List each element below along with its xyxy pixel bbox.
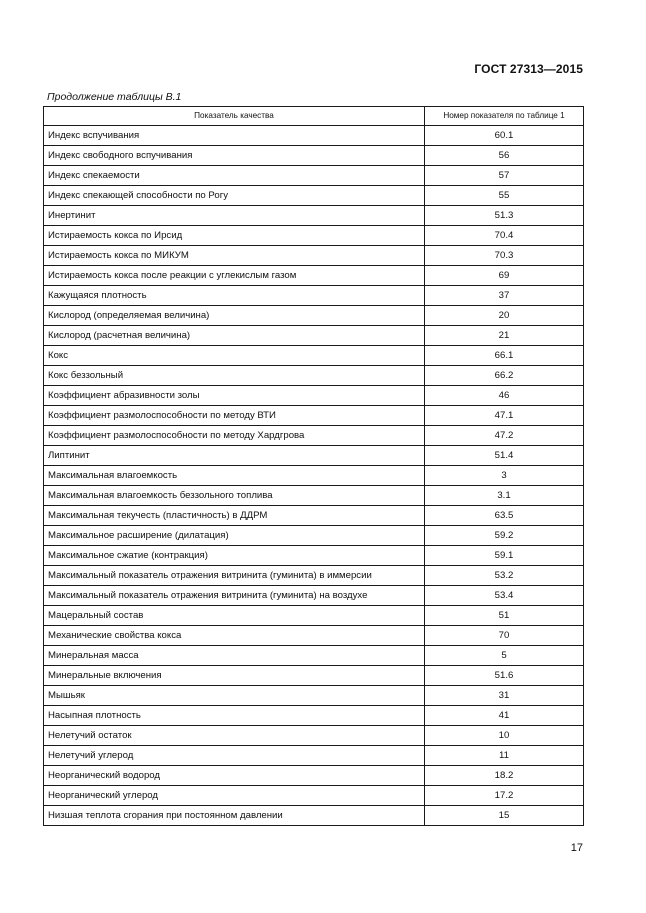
table-row [44, 506, 584, 526]
indicator-name-cell: Максимальный показатель отражения витринита (гуминита) в иммерсии [44, 566, 425, 586]
indicator-name-cell: Истираемость кокса по МИКУМ [44, 246, 425, 266]
indicator-number-cell: 11 [425, 746, 584, 766]
table-row [44, 526, 584, 546]
indicator-number-cell: 51.6 [425, 666, 584, 686]
indicator-name-cell: Мацеральный состав [44, 606, 425, 626]
indicator-name-cell: Низшая теплота сгорания при постоянном давлении [44, 806, 425, 826]
indicator-name-cell: Минеральные включения [44, 666, 425, 686]
indicator-name-cell: Максимальная текучесть (пластичность) в ДДРМ [44, 506, 425, 526]
indicator-number-cell: 17.2 [425, 786, 584, 806]
indicator-number-cell: 70.4 [425, 226, 584, 246]
table-row [44, 366, 584, 386]
column-header-indicator: Показатель качества [44, 107, 425, 126]
table-row [44, 346, 584, 366]
indicator-name-cell: Липтинит [44, 446, 425, 466]
indicator-number-cell: 5 [425, 646, 584, 666]
indicator-number-cell: 69 [425, 266, 584, 286]
table-row [44, 646, 584, 666]
indicator-number-cell: 21 [425, 326, 584, 346]
indicator-number-cell: 56 [425, 146, 584, 166]
indicator-number-cell: 15 [425, 806, 584, 826]
indicator-number-cell: 18.2 [425, 766, 584, 786]
table-row [44, 206, 584, 226]
indicator-number-cell: 53.2 [425, 566, 584, 586]
table-header-row [44, 107, 584, 126]
table-row [44, 166, 584, 186]
indicator-name-cell: Максимальное сжатие (контракция) [44, 546, 425, 566]
indicator-number-cell: 46 [425, 386, 584, 406]
indicator-name-cell: Максимальный показатель отражения витринита (гуминита) на воздухе [44, 586, 425, 606]
table-row [44, 586, 584, 606]
indicators-table [43, 106, 584, 826]
table-row [44, 786, 584, 806]
indicator-number-cell: 59.2 [425, 526, 584, 546]
document-standard-header: ГОСТ 27313—2015 [474, 62, 583, 76]
indicator-number-cell: 59.1 [425, 546, 584, 566]
table-row [44, 806, 584, 826]
indicator-name-cell: Истираемость кокса по Ирсид [44, 226, 425, 246]
indicator-name-cell: Коэффициент размолоспособности по методу ВТИ [44, 406, 425, 426]
indicator-name-cell: Инертинит [44, 206, 425, 226]
indicator-number-cell: 47.2 [425, 426, 584, 446]
indicator-name-cell: Нелетучий остаток [44, 726, 425, 746]
table-row [44, 706, 584, 726]
indicator-name-cell: Индекс спекающей способности по Рогу [44, 186, 425, 206]
indicator-name-cell: Кокс [44, 346, 425, 366]
indicator-name-cell: Индекс спекаемости [44, 166, 425, 186]
indicator-name-cell: Насыпная плотность [44, 706, 425, 726]
table-row [44, 246, 584, 266]
indicator-number-cell: 53.4 [425, 586, 584, 606]
indicator-number-cell: 37 [425, 286, 584, 306]
indicator-number-cell: 47.1 [425, 406, 584, 426]
table-row [44, 746, 584, 766]
indicator-number-cell: 63.5 [425, 506, 584, 526]
table-row [44, 626, 584, 646]
table-row [44, 286, 584, 306]
indicator-number-cell: 60.1 [425, 126, 584, 146]
indicator-name-cell: Нелетучий углерод [44, 746, 425, 766]
table-row [44, 546, 584, 566]
table-row [44, 686, 584, 706]
indicator-number-cell: 51.4 [425, 446, 584, 466]
table-row [44, 386, 584, 406]
table-row [44, 766, 584, 786]
indicator-number-cell: 66.1 [425, 346, 584, 366]
indicator-name-cell: Неорганический углерод [44, 786, 425, 806]
indicator-name-cell: Минеральная масса [44, 646, 425, 666]
table-row [44, 146, 584, 166]
table-row [44, 186, 584, 206]
table-row [44, 666, 584, 686]
indicator-name-cell: Мышьяк [44, 686, 425, 706]
indicator-name-cell: Кокс беззольный [44, 366, 425, 386]
indicator-number-cell: 70.3 [425, 246, 584, 266]
indicator-number-cell: 3 [425, 466, 584, 486]
table-row [44, 266, 584, 286]
indicator-name-cell: Кислород (расчетная величина) [44, 326, 425, 346]
table-row [44, 726, 584, 746]
table-row [44, 306, 584, 326]
column-header-number: Номер показателя по таблице 1 [425, 107, 584, 126]
indicator-name-cell: Неорганический водород [44, 766, 425, 786]
indicator-name-cell: Индекс свободного вспучивания [44, 146, 425, 166]
indicator-name-cell: Индекс вспучивания [44, 126, 425, 146]
table-row [44, 126, 584, 146]
indicator-number-cell: 55 [425, 186, 584, 206]
indicator-name-cell: Истираемость кокса после реакции с углекислым газом [44, 266, 425, 286]
table-row [44, 226, 584, 246]
indicator-name-cell: Максимальное расширение (дилатация) [44, 526, 425, 546]
table-row [44, 566, 584, 586]
indicator-number-cell: 51 [425, 606, 584, 626]
table-row [44, 406, 584, 426]
indicator-name-cell: Коэффициент абразивности золы [44, 386, 425, 406]
indicator-name-cell: Механические свойства кокса [44, 626, 425, 646]
indicator-number-cell: 3.1 [425, 486, 584, 506]
indicator-number-cell: 70 [425, 626, 584, 646]
indicator-number-cell: 31 [425, 686, 584, 706]
indicator-name-cell: Максимальная влагоемкость беззольного топлива [44, 486, 425, 506]
table-row [44, 446, 584, 466]
indicator-number-cell: 10 [425, 726, 584, 746]
indicator-number-cell: 41 [425, 706, 584, 726]
table-body [44, 126, 584, 826]
indicator-name-cell: Максимальная влагоемкость [44, 466, 425, 486]
table-row [44, 466, 584, 486]
indicator-name-cell: Коэффициент размолоспособности по методу Хардгрова [44, 426, 425, 446]
indicator-number-cell: 57 [425, 166, 584, 186]
indicator-number-cell: 51.3 [425, 206, 584, 226]
table-row [44, 326, 584, 346]
indicator-name-cell: Кажущаяся плотность [44, 286, 425, 306]
table-row [44, 606, 584, 626]
table-caption: Продолжение таблицы В.1 [47, 91, 182, 103]
page-number: 17 [570, 842, 583, 854]
indicator-number-cell: 20 [425, 306, 584, 326]
table-row [44, 486, 584, 506]
table-row [44, 426, 584, 446]
indicator-name-cell: Кислород (определяемая величина) [44, 306, 425, 326]
indicator-number-cell: 66.2 [425, 366, 584, 386]
